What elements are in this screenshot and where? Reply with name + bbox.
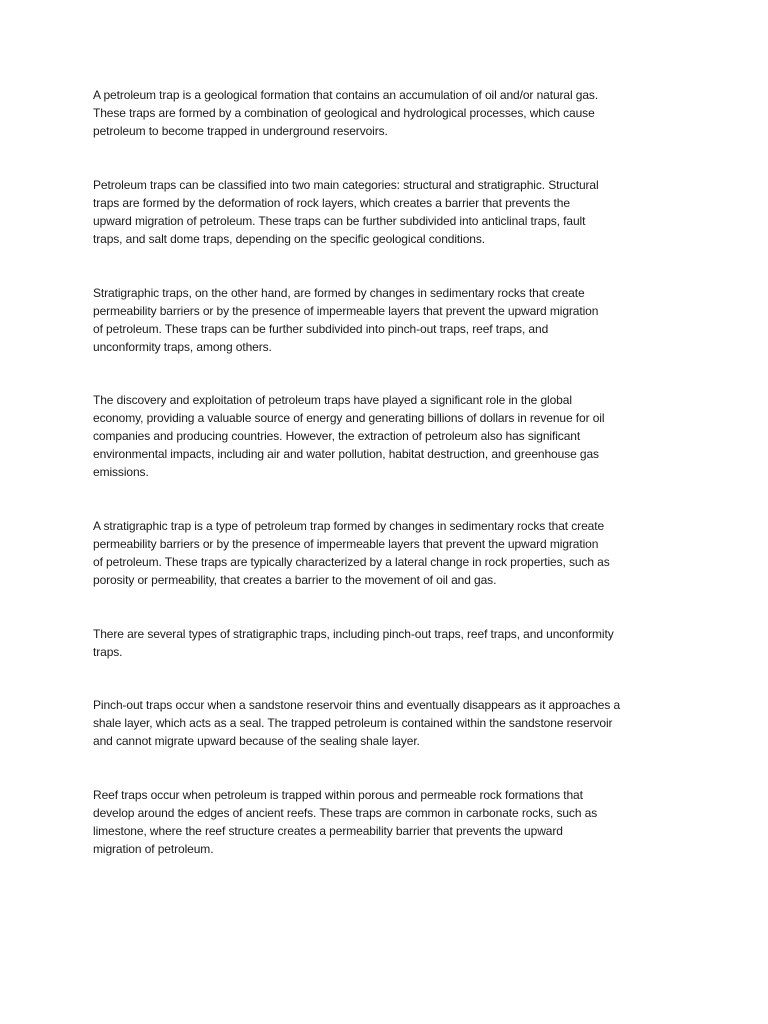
text-line: These traps are formed by a combination of geological and hydrological processes, which cause — [93, 106, 595, 120]
paragraph-economic-impact — [93, 391, 685, 481]
paragraph-stratigraphic-traps-overview — [93, 284, 685, 356]
text-line: companies and producing countries. However, the extraction of petroleum also has significant — [93, 429, 581, 443]
text-line: Pinch-out traps occur when a sandstone reservoir thins and eventually disappears as it approaches a — [93, 698, 621, 712]
text-line: A stratigraphic trap is a type of petroleum trap formed by changes in sedimentary rocks that create — [93, 519, 605, 533]
text-line: traps. — [93, 645, 123, 659]
text-line: traps are formed by the deformation of rock layers, which creates a barrier that prevents the — [93, 196, 570, 210]
text-line: There are several types of stratigraphic traps, including pinch-out traps, reef traps, and unconformity — [93, 627, 614, 641]
paragraph-stratigraphic-trap-types — [93, 625, 685, 661]
text-line: petroleum to become trapped in underground reservoirs. — [93, 124, 388, 138]
paragraph-pinch-out-traps — [93, 696, 685, 750]
text-line: of petroleum. These traps are typically characterized by a lateral change in rock properties, such as — [93, 555, 610, 569]
text-line: environmental impacts, including air and water pollution, habitat destruction, and greenhouse gas — [93, 447, 599, 461]
text-line: traps, and salt dome traps, depending on the specific geological conditions. — [93, 232, 485, 246]
text-line: shale layer, which acts as a seal. The trapped petroleum is contained within the sandstone reservoir — [93, 716, 613, 730]
text-line: develop around the edges of ancient reefs. These traps are common in carbonate rocks, such as — [93, 806, 598, 820]
text-line: limestone, where the reef structure creates a permeability barrier that prevents the upward — [93, 824, 563, 838]
paragraph-reef-traps — [93, 786, 685, 858]
text-line: permeability barriers or by the presence of impermeable layers that prevent the upward migration — [93, 537, 599, 551]
text-line: Reef traps occur when petroleum is trapped within porous and permeable rock formations that — [93, 788, 583, 802]
text-line: A petroleum trap is a geological formation that contains an accumulation of oil and/or natural gas. — [93, 88, 599, 102]
text-line: Stratigraphic traps, on the other hand, are formed by changes in sedimentary rocks that create — [93, 286, 585, 300]
paragraph-trap-classification — [93, 176, 685, 248]
text-line: of petroleum. These traps can be further subdivided into pinch-out traps, reef traps, and — [93, 322, 549, 336]
text-line: and cannot migrate upward because of the sealing shale layer. — [93, 734, 420, 748]
text-line: economy, providing a valuable source of energy and generating billions of dollars in revenue for oil — [93, 411, 605, 425]
text-line: migration of petroleum. — [93, 842, 214, 856]
paragraph-petroleum-trap-definition — [93, 86, 685, 140]
text-line: unconformity traps, among others. — [93, 340, 272, 354]
text-line: Petroleum traps can be classified into two main categories: structural and stratigraphic. Structural — [93, 178, 599, 192]
text-line: upward migration of petroleum. These traps can be further subdivided into anticlinal traps, fault — [93, 214, 586, 228]
text-line: porosity or permeability, that creates a barrier to the movement of oil and gas. — [93, 573, 497, 587]
text-line: permeability barriers or by the presence of impermeable layers that prevent the upward migration — [93, 304, 599, 318]
paragraph-stratigraphic-trap-definition — [93, 517, 685, 589]
text-line: emissions. — [93, 465, 149, 479]
text-line: The discovery and exploitation of petroleum traps have played a significant role in the global — [93, 393, 572, 407]
